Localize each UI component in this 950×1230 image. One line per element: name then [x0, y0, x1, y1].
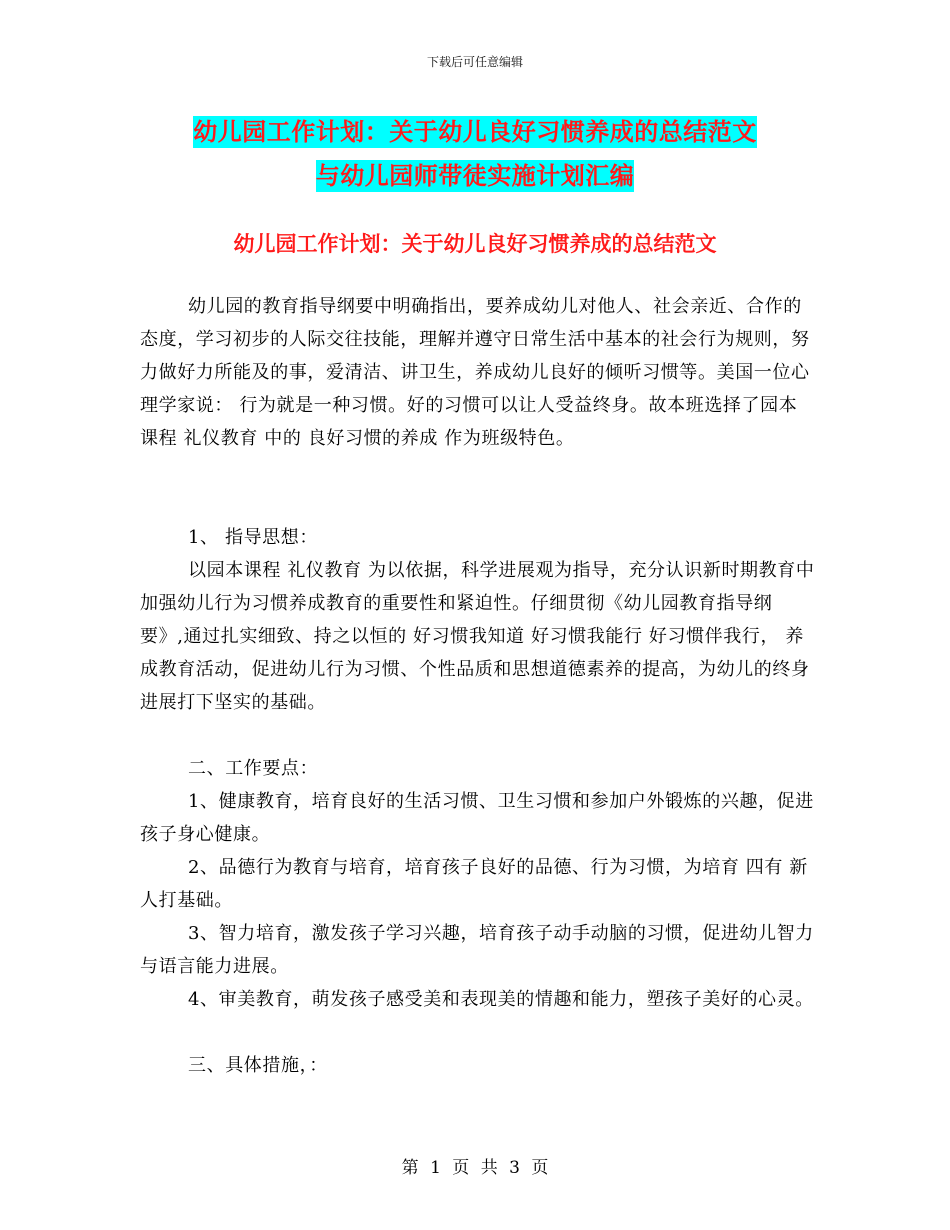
title-highlight-1: 幼儿园工作计划：关于幼儿良好习惯养成的总结范文	[193, 118, 757, 146]
body-paragraph-3-block	[140, 554, 815, 719]
body-paragraph-2-block	[140, 521, 815, 554]
section-title: 幼儿园工作计划：关于幼儿良好习惯养成的总结范文	[233, 232, 717, 256]
body-paragraph-9-block	[140, 1049, 815, 1082]
body-paragraph-5-block	[140, 785, 815, 851]
document-title-line-2	[0, 156, 950, 191]
body-paragraph-4-block	[140, 752, 815, 785]
list-item: 1、健康教育，培育良好的生活习惯、卫生习惯和参加户外锻炼的兴趣，促进孩子身心健康。	[140, 791, 814, 845]
list-item: 3、智力培育，激发孩子学习兴趣，培育孩子动手动脑的习惯，促进幼儿智力与语言能力进展。	[140, 923, 814, 977]
header-note: 下载后可任意编辑	[426, 55, 523, 69]
body-paragraph-6-block	[140, 851, 815, 917]
subheading-guiding-thought: 1、 指导思想：	[188, 527, 318, 548]
body-paragraph: 以园本课程 礼仪教育 为以依据，科学进展观为指导，充分认识新时期教育中加强幼儿行为习惯养成教育的重要性和紧迫性。仔细贯彻《幼儿园教育指导纲要》,通过扎实细致、持之以恒的 好习惯我知道 好习惯我能行 好习惯伴我行， 养成教育活动，促进幼儿行为习惯、个性品质和思想道德素养的提高，为幼儿的终身进展打下坚实的基础。	[140, 560, 815, 713]
subheading-measures: 三、具体措施，：	[188, 1055, 328, 1076]
page-footer: 第 1 页 共 3 页	[401, 1158, 549, 1178]
title-highlight-2: 与幼儿园师带徒实施计划汇编	[315, 162, 635, 190]
document-title-line-1	[0, 112, 950, 147]
body-paragraph-1-block	[140, 290, 815, 455]
list-item: 2、品德行为教育与培育，培育孩子良好的品德、行为习惯，为培育 四有 新人打基础。	[140, 857, 808, 911]
body-paragraph-8-block	[140, 983, 815, 1016]
body-paragraph-7-block	[140, 917, 815, 983]
list-item: 4、审美教育，萌发孩子感受美和表现美的情趣和能力，塑孩子美好的心灵。	[188, 989, 814, 1010]
subheading-work-points: 二、工作要点：	[188, 758, 319, 779]
body-paragraph: 幼儿园的教育指导纲要中明确指出，要养成幼儿对他人、社会亲近、合作的态度，学习初步的人际交往技能，理解并遵守日常生活中基本的社会行为规则，努力做好力所能及的事，爱清洁、讲卫生，养成幼儿良好的倾听习惯等。美国一位心理学家说： 行为就是一种习惯。好的习惯可以让人受益终身。故本班选择了园本课程 礼仪教育 中的 良好习惯的养成 作为班级特色。	[140, 296, 810, 449]
